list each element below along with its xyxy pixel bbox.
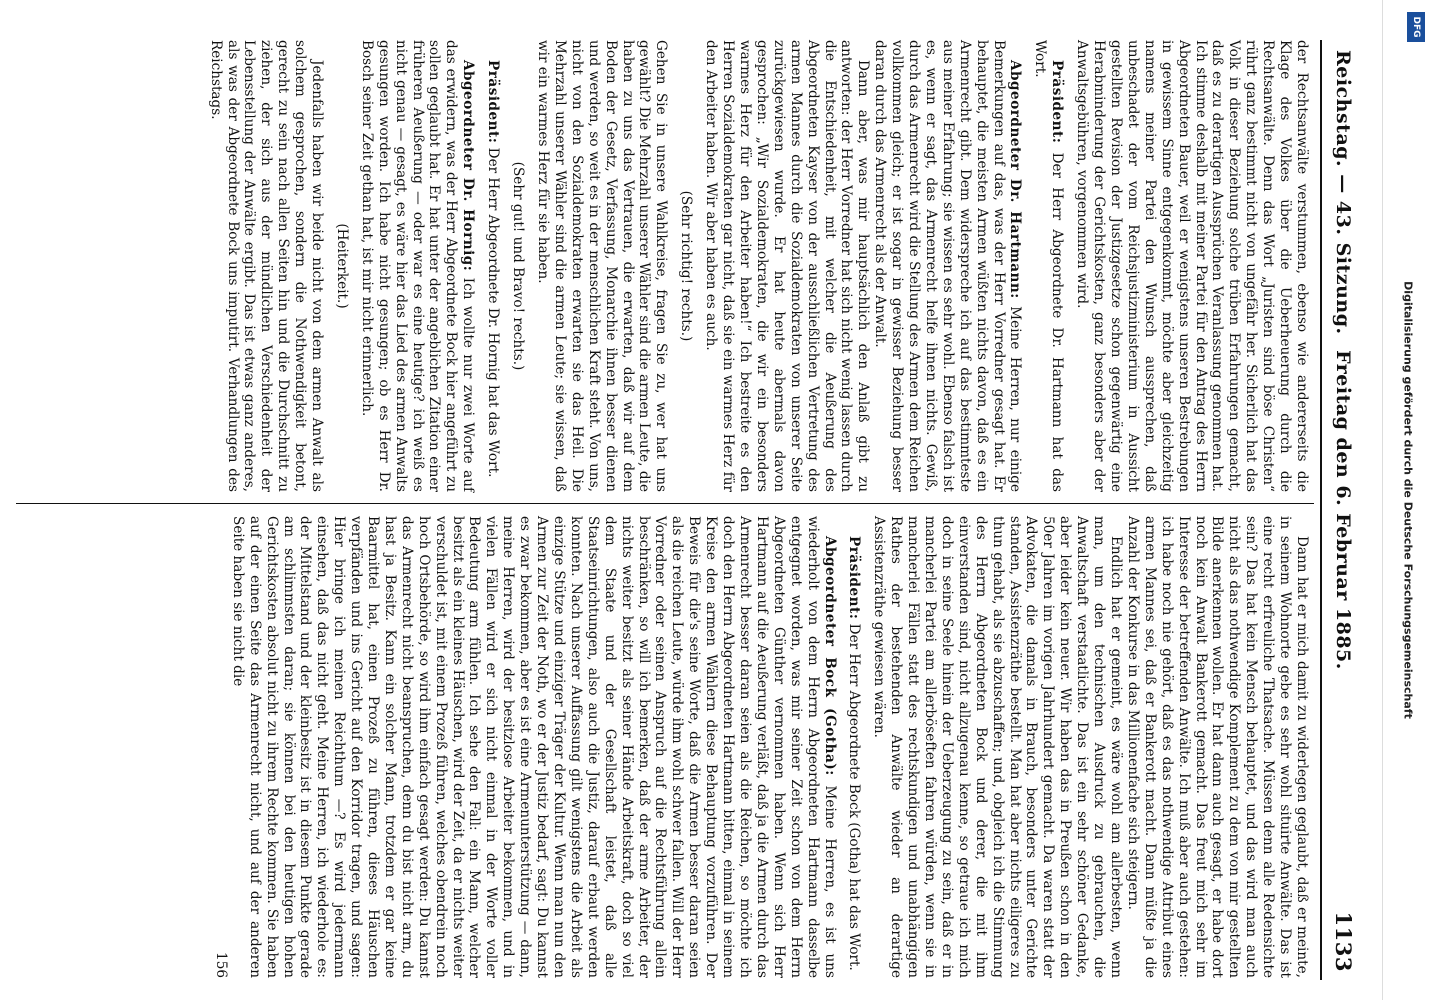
speech-text: Meine Herren, es ist uns wiederholt von dem Herrn Abgeordneten Hartmann dasselbe entgegnet worden, was mir seiner Zeit schon von dem Herrn Abgeordneten Günther vernommen haben. Wenn sich Herr Hartmann auf die Aeußerung verläßt, daß ja die Armen durch das Armenrecht besser daran seien als die Reichen, so möchte ich doch den Herrn Abgeordneten Hartmann bitten, einmal in seinem Kreise den armen Wählern diese Behauptung vorzuführen. Der Beweis für die's seine Worte, daß die Armen besser daran seien als die reichen Leute, würde ihm wohl schwer fallen. Will der Herr Vorredner oder seinen Anspruch auf die Rechtsführung allein beschränken, so will ich bemerken, daß der arme Arbeiter, der nichts weiter besitzt als seiner Hände Arbeitskraft, doch so viel dem Staate und der Gesellschaft leistet, daß alle Staatseinrichtungen, also auch die Justiz, darauf erbaut werden konnten. Nach unserer Auffassung gilt wenigstens die Arbeit als einzige Stütze und einziger Träger der Kultur. Wenn man nun den Armen zur Zeit der Noth, wo er der Justiz bedarf, sagt: Du kannst es zwar bekommen, aber es ist eine Armenunterstützung — dann, meine Herren, wird der besitzlose Arbeiter bekommen, und in vielen Fällen wird er sich nicht einmal in der Worte voller Bedeutung arm fühlen. Ich sehe den Fall: ein Mann, welcher besitzt als ein kleines Häuschen, wird der Zeit, da er nichts weiter verschuldet ist, mit einem Prozeß führen, welches obendrein noch hoch Ortsbehörde, so wird ihm einfach gesagt werden: Du kannst das Armenrecht nicht beanspruchen, denn du bist nicht arm, du hast ja Besitz. Kann ein solcher Mann, trotzdem er gar keine Baarmittel hat, einen Prozeß zu führen, dieses Häuschen verpfänden und ins Gericht auf den Korridor tragen, und sagen: Hier bringe ich meinen Reichthum —? Es wird jedermann einsehen, daß das nicht geht. Meine Herren, ich wiederhole es: der Mittelstand und der kleinbesitz ist in diesem Punkte gerade am schlimmsten daran; sie können bei den heutigen hohen Gerichtskosten absolut nicht zu ihrem Rechte kommen. Sie haben auf der einen Seite das Armenrecht nicht, und auf der anderen Seite haben sie nicht die (229, 516, 838, 978)
paragraph (871, 40, 1023, 492)
right-column (16, 516, 1310, 978)
header-date: Freitag den 6. Februar 1885. (1332, 350, 1354, 670)
paragraph (846, 516, 863, 978)
paragraph (358, 40, 476, 492)
speaker-label: Abgeordneter Dr. Hornig: (460, 60, 477, 272)
running-header (1320, 40, 1362, 980)
speech-text: Meine Herren, nur einige Bemerkungen auf das, was der Herr Vorredner gesagt hat. Er behauptet, die meisten Armen wüßten nichts davon, daß es ein Armenrecht gibt. Dem widerspreche ich auf das bestimmteste aus meiner Erfahrung; sie wissen es sehr wohl. Ebenso falsch ist es, wenn er sagt, das Armenrecht helfe ihnen nichts. Gewiß, durch das Armenrecht wird die Stellung des Armen dem Reichen vollkommen gleich; er ist sogar in gewisser Beziehung besser daran durch das Armenrecht als der Anwalt. (872, 40, 1024, 492)
speaker-label: Präsident: (485, 60, 502, 144)
paragraph: Gehen Sie in unsere Wahlkreise, fragen Sie zu, wer hat uns gewählt? Die Mehrzahl unserer Wähler sind die armen Leute, die haben zu uns das Vertrauen, die erwarten, daß wir auf dem Boden der Gesetz, Verfassung, Monarchie ihnen besser dienen und werden, so weit es in der menschlichen Kraft steht. Von uns, nicht von den Sozialdemokraten erwarten sie das Heil. Die Mehrzahl unserer Wähler sind die armen Leute; sie wissen, daß wir ein warmes Herz für sie haben. (535, 40, 670, 492)
column-divider (16, 503, 1314, 504)
page-number: 1133 (1331, 911, 1356, 972)
paragraph (229, 516, 838, 978)
interjection: (Heiterkeit.) (333, 223, 350, 309)
dfg-logo: DFG (1407, 12, 1425, 42)
paragraph: der Rechtsanwälte verstummen, ebenso wie andererseits die Klage des Volkes über die Ueberheuerung durch die Rechtsanwälte. Denn das Wort „Juristen sind böse Christen“ rührt ganz bestimmt nicht von ungefähr her. Sicherlich hat das Volk in dieser Beziehung solche trüben Erfahrungen gemacht, daß es zu derartigen Aussprüchen Veranlassung genommen hat. Ich stimme deshalb mit meiner Partei für den Antrag des Herrn Abgeordneten Bauer, weil er wenigstens unseren Bestrebungen in gewissem Sinne entgegenkommt, möchte aber gleichzeitig namens meiner Partei den Wunsch aussprechen, daß unbeschadet der vom Reichsjustizministerium in Aussicht gestellten Revision der Justizgesetze schon gegenwärtig eine Herabminderung der Gerichtskosten, ganz besonders aber der Anwaltsgebühren, vorgenommen wird. (1074, 40, 1310, 492)
footer-credit: Digitalisierung gefördert durch die Deutsche Forschungsgemeinschaft (1401, 281, 1415, 719)
paragraph: Dann hat er mich damit zu widerlegen geglaubt, daß er meinte, in seinem Wohnorte gebe es sehr wohl situirte Anwälte. Das ist eine recht erfreuliche Thatsache. Müssen denn alle Redensichte sein? Das hat kein Mensch behauptet, und das wird man auch nicht als das nothwendige Komplement zu dem von mir gestellten Bilde anerkennen wollen. Er hat dann auch gesagt, er habe dort noch kein Anwalt Bankerott gemacht. Das freut mich sehr im Interesse der betreffenden Anwälte. Ich muß aber auch gestehen: ich habe noch nie gehört, daß es das nothwendige Attribut eines armen Mannes sei, daß er Bankerott macht. Dann müßte ja die Anzahl der Konkurse in das Millionenfache sich steigern. (1124, 516, 1310, 978)
speech-text: Der Herr Abgeordnete Bock (Gotha) hat das Wort. (846, 619, 863, 971)
digitization-footer (1382, 0, 1432, 1000)
speaker-label: Abgeordneter Dr. Hartmann: (1007, 60, 1024, 299)
speaker-label: Präsident: (1049, 60, 1066, 144)
interjection: (Sehr gut! und Bravo! rechts.) (510, 161, 527, 371)
paragraph: Dann aber, was mir hauptsächlich den Anlaß gibt zu antworten: der Herr Vorredner hat sich nicht wenig lassen durch die Entschiedenheit, mit welcher die Aeußerung des Abgeordneten Kayser von der ausschließlichen Vertretung des armen Mannes durch die Sozialdemokraten von unserer Seite zurückgewiesen wurde. Er hat heute abermals davon gesprochen: „Wir Sozialdemokraten, die wir ein besonders warmes Herz für den Arbeiter haben!“ Ich bestreite es den Herren Sozialdemokraten gar nicht, daß sie ein warmes Herz für den Arbeiter haben. Wir aber haben es auch. (703, 40, 872, 492)
header-left: Reichstag. — 43. Sitzung. (1332, 50, 1354, 335)
speech-text: Der Herr Abgeordnete Dr. Hartmann hat das Wort. (1032, 40, 1066, 492)
left-column (16, 40, 1310, 492)
speaker-label: Präsident: (846, 536, 863, 620)
speech-text: Der Herr Abgeordnete Dr. Hornig hat das Wort. (485, 143, 502, 478)
paragraph (1032, 40, 1066, 492)
paragraph (484, 40, 501, 492)
interjection: (Sehr richtig! rechts.) (678, 190, 695, 342)
speaker-label: Abgeordneter Bock (Gotha): (821, 536, 838, 776)
signature-mark: 156 (212, 952, 229, 978)
paragraph: Endlich hat er gemeint, es wäre wohl am allerbesten, wenn man, um den technischen Ausdruck zu gebrauchen, die Anwaltschaft verstaatlichte. Das ist ein sehr schöner Gedanke, aber leider kein neuer. Wir haben das in Preußen schon in den 50er Jahren im vorigen Jahrhundert gemacht. Da waren statt der Advokaten, die damals in Brauch, besonders unter Gerichte standen, Assistenzräthe bestellt. Man hat aber nichts eiligeres zu thun gehabt, als sie abzuschaffen; und, obgleich ich die Stimmung des Herrn Abgeordneten Bock und derer, die mit ihm einverstanden sind, nicht allzugenau kenne, so getraue ich mich doch in seine Seele hinein der Ueberzeugung zu sein, daß er in mancherlei Partei am allerböseften fahren würden, wenn sie in mancherlei Fällen statt des rechtskundigen und unabhängigen Rathes der bestehenden Anwälte wieder an derartige Assistenzräthe gewiesen wären. (871, 516, 1125, 978)
paragraph: Jedenfalls haben wir beide nicht von dem armen Anwalt als solchem gesprochen, sondern die Nothwendigkeit betont, gerecht zu sein nach allen Seiten hin und die Durchschnitt zu ziehen, der sich aus der mündlichen Verschiedenheit der Lebensstellung der Anwälte ergibt. Das ist etwas ganz anderes, als was der Abgeordnete Bock uns imputirt. Verhandlungen des Reichstags. (207, 40, 326, 492)
speech-text: Ich wollte nur zwei Worte auf das erwidern, was der Herr Abgeordnete Bock hier angeführt zu sollen geglaubt hat. Er hat unter der angeblichen Zitation einer früheren Aeußerung — oder war es eine heutige? ich weiß es nicht genau — gesagt, es wäre hier das Lied des armen Anwalts gesungen worden. Ich habe nicht gesungen; ob es Herr Dr. Bosch seiner Zeit gethan hat, ist mir nicht erinnerlich. (358, 40, 477, 492)
